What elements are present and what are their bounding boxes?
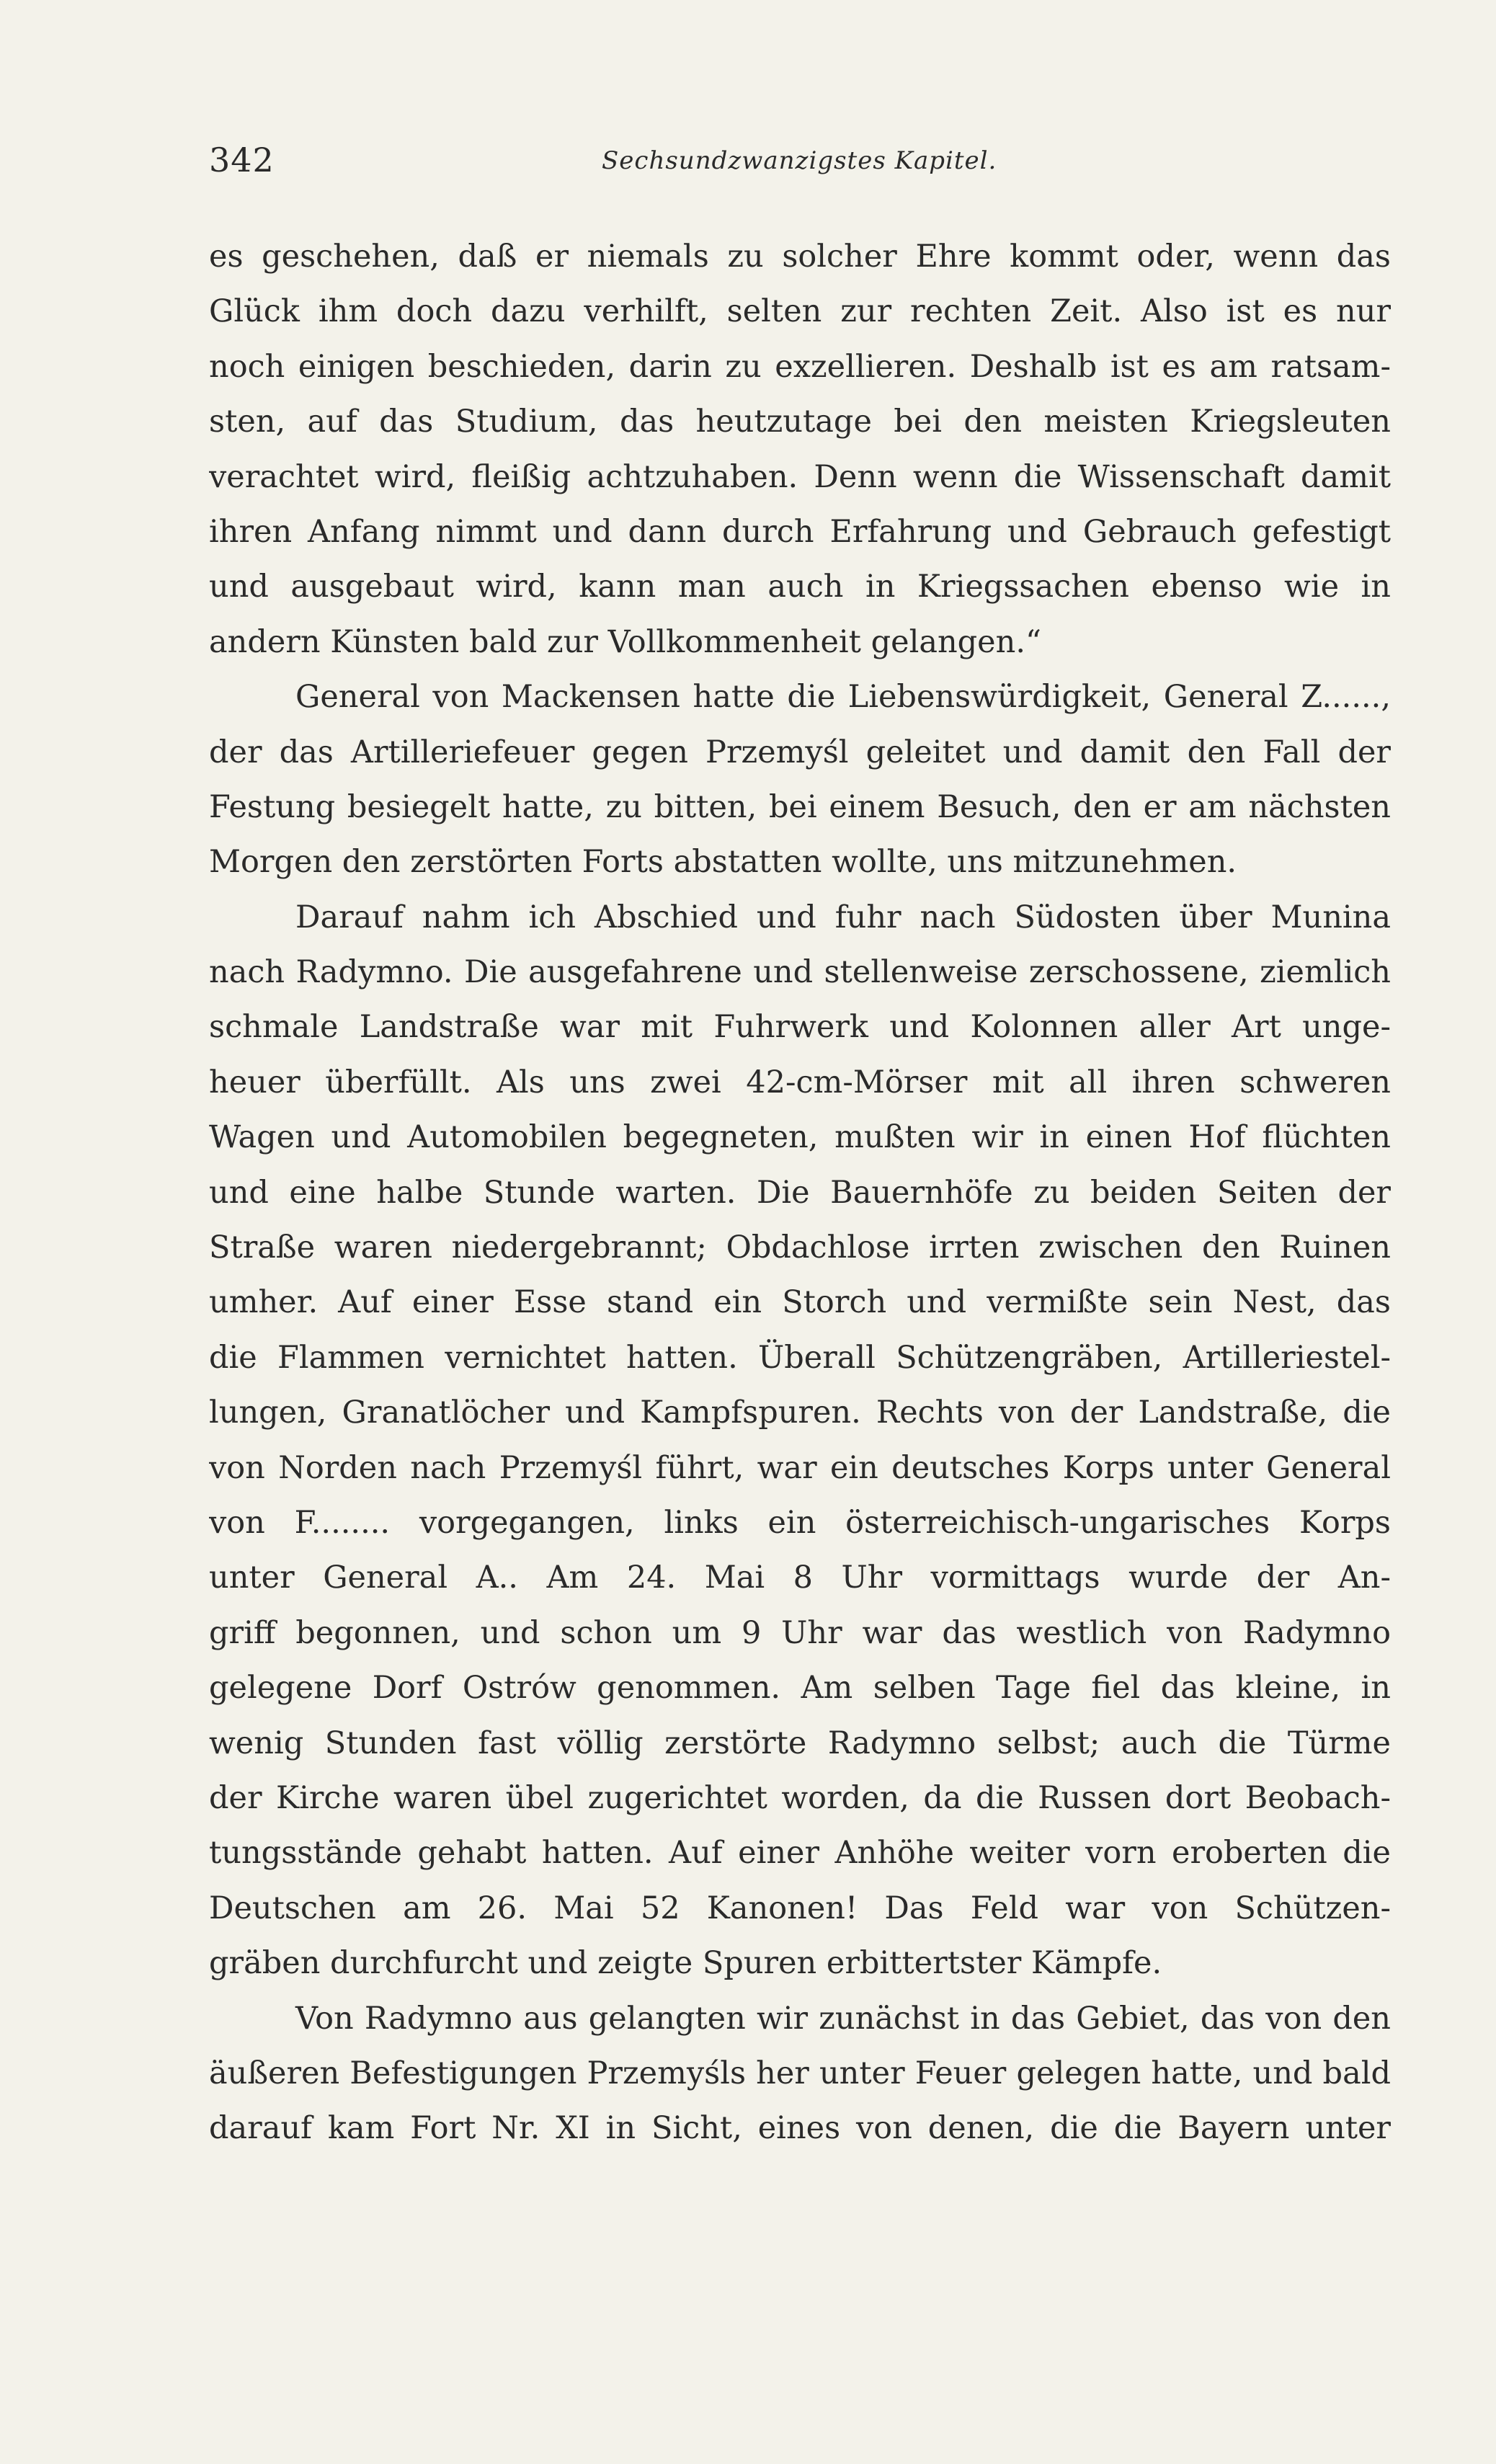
paragraph-start-line: Darauf nahm ich Abschied und fuhr nach Südosten über Munina xyxy=(295,899,1391,935)
text-line: nach Radymno. Die ausgefahrene und stellenweise zerschossene, ziemlich xyxy=(209,954,1391,991)
text-line: ihren Anfang nimmt und dann durch Erfahrung und Gebrauch gefestigt xyxy=(209,513,1391,550)
text-line: Wagen und Automobilen begegneten, mußten wir in einen Hof flüchten xyxy=(209,1119,1391,1156)
page-header xyxy=(209,141,1391,191)
text-line: griff begonnen, und schon um 9 Uhr war das westlich von Radymno xyxy=(209,1614,1391,1651)
running-title: Sechsundzwanzigstes Kapitel. xyxy=(602,146,997,175)
text-line: sten, auf das Studium, das heutzutage bei den meisten Kriegsleuten xyxy=(209,404,1391,440)
text-line: von F........ vorgegangen, links ein österreichisch-ungarisches Korps xyxy=(209,1504,1391,1541)
text-line: schmale Landstraße war mit Fuhrwerk und Kolonnen aller Art unge- xyxy=(209,1009,1391,1046)
text-line: die Flammen vernichtet hatten. Überall Schützengräben, Artilleriestel- xyxy=(209,1339,1391,1376)
text-line: es geschehen, daß er niemals zu solcher Ehre kommt oder, wenn das xyxy=(209,239,1391,275)
text-line: der Kirche waren übel zugerichtet worden, da die Russen dort Beobach- xyxy=(209,1779,1391,1816)
paragraph-start-line: Von Radymno aus gelangten wir zunächst in das Gebiet, das von den xyxy=(295,2000,1391,2037)
text-line: darauf kam Fort Nr. XI in Sicht, eines von denen, die die Bayern unter xyxy=(209,2110,1391,2147)
text-line: lungen, Granatlöcher und Kampfspuren. Rechts von der Landstraße, die xyxy=(209,1395,1391,1431)
text-line: äußeren Befestigungen Przemyśls her unter Feuer gelegen hatte, und bald xyxy=(209,2055,1391,2091)
text-line: Deutschen am 26. Mai 52 Kanonen! Das Feld war von Schützen- xyxy=(209,1890,1391,1926)
text-line: andern Künsten bald zur Vollkommenheit gelangen.“ xyxy=(209,623,1041,660)
text-line: von Norden nach Przemyśl führt, war ein deutsches Korps unter General xyxy=(209,1449,1391,1486)
text-line: unter General A.. Am 24. Mai 8 Uhr vormittags wurde der An- xyxy=(209,1560,1391,1596)
text-line: und eine halbe Stunde warten. Die Bauernhöfe zu beiden Seiten der xyxy=(209,1174,1391,1211)
text-line: umher. Auf einer Esse stand ein Storch und vermißte sein Nest, das xyxy=(209,1284,1391,1321)
text-line: Straße waren niedergebrannt; Obdachlose irrten zwischen den Ruinen xyxy=(209,1229,1391,1266)
text-line: verachtet wird, fleißig achtzuhaben. Denn wenn die Wissenschaft damit xyxy=(209,458,1391,495)
text-line: noch einigen beschieden, darin zu exzellieren. Deshalb ist es am ratsam- xyxy=(209,348,1391,385)
text-line: der das Artilleriefeuer gegen Przemyśl geleitet und damit den Fall der xyxy=(209,734,1391,770)
body-text xyxy=(209,229,1391,2156)
text-line: heuer überfüllt. Als uns zwei 42-cm-Mörser mit all ihren schweren xyxy=(209,1064,1391,1100)
text-line: wenig Stunden fast völlig zerstörte Radymno selbst; auch die Türme xyxy=(209,1725,1391,1761)
text-line: gräben durchfurcht und zeigte Spuren erbittertster Kämpfe. xyxy=(209,1945,1162,1982)
page-number: 342 xyxy=(209,141,275,179)
text-line: Morgen den zerstörten Forts abstatten wollte, uns mitzunehmen. xyxy=(209,844,1237,881)
text-line: und ausgebaut wird, kann man auch in Kriegssachen ebenso wie in xyxy=(209,569,1391,605)
text-line: Festung besiegelt hatte, zu bitten, bei einem Besuch, den er am nächsten xyxy=(209,788,1391,825)
text-line: tungsstände gehabt hatten. Auf einer Anhöhe weiter vorn eroberten die xyxy=(209,1835,1391,1872)
paragraph-start-line: General von Mackensen hatte die Liebenswürdigkeit, General Z......, xyxy=(295,679,1391,716)
text-line: Glück ihm doch dazu verhilft, selten zur rechten Zeit. Also ist es nur xyxy=(209,293,1391,330)
text-line: gelegene Dorf Ostrów genommen. Am selben Tage fiel das kleine, in xyxy=(209,1670,1391,1707)
